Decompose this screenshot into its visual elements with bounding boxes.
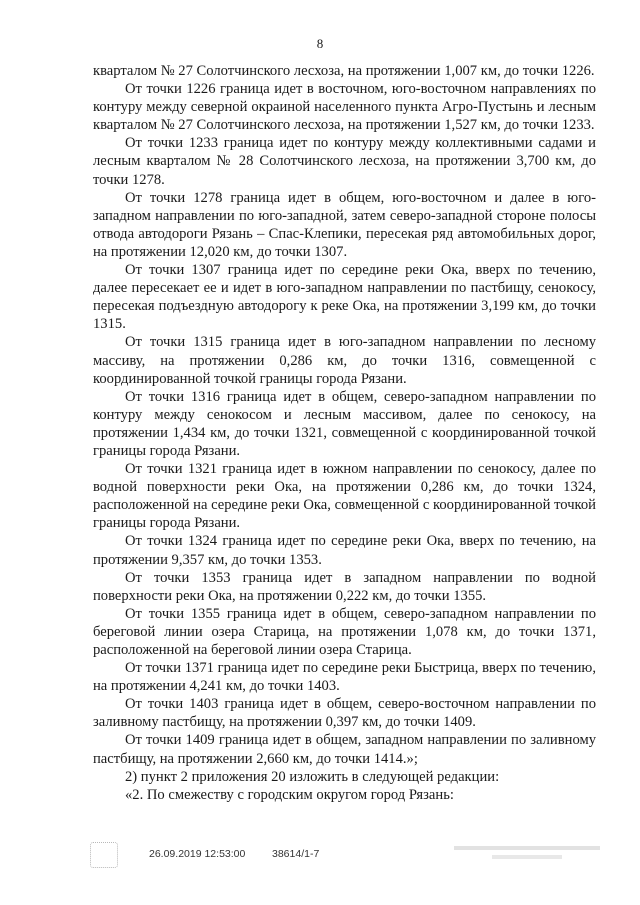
paragraph-4: От точки 1278 граница идет в общем, юго-восточном и далее в юго-западном направлении по юго-западной, затем северо-западной стороне полосы отвода автодороги Рязань – Спас-Клепики, пересекая ряд автомобильных дорог, на протяжении 12,020 км, до точки 1307. [93, 189, 596, 260]
paragraph-5: От точки 1307 граница идет по середине реки Ока, вверх по течению, далее пересекает ее и идет в юго-западном направлении по пастбищу, сенокосу, пересекая подъездную автодорогу к реке Ока, на протяжении 3,199 км, до точки 1315. [93, 262, 596, 333]
stamp-logo-icon [90, 842, 118, 868]
paragraph-1: кварталом № 27 Солотчинского лесхоза, на протяжении 1,007 км, до точки 1226. [93, 63, 595, 79]
paragraph-6: От точки 1315 граница идет в юго-западном направлении по лесному массиву, на протяжении 0,286 км, до точки 1316, совмещенной с координированной точкой границы города Рязани. [93, 334, 596, 387]
paragraph-14: От точки 1409 граница идет в общем, западном направлении по заливному пастбищу, на протяжении 2,660 км, до точки 1414.»; [93, 732, 596, 767]
footer-datetime: 26.09.2019 12:53:00 [149, 848, 246, 860]
watermark-stamp-icon [452, 843, 602, 865]
document-body [93, 62, 596, 804]
paragraph-2: От точки 1226 граница идет в восточном, юго-восточном направлениях по контуру между северной окраиной населенного пункта Агро-Пустынь и лесным кварталом № 27 Солотчинского лесхоза, на протяжении 1,527 км, до точки 1233. [93, 81, 596, 134]
paragraph-12: От точки 1371 граница идет по середине реки Быстрица, вверх по течению, на протяжении 4,241 км, до точки 1403. [93, 660, 596, 695]
footer-doc-id: 38614/1-7 [272, 848, 320, 860]
page-footer [0, 842, 640, 872]
paragraph-9: От точки 1324 граница идет по середине реки Ока, вверх по течению, на протяжении 9,357 км, до точки 1353. [93, 533, 596, 568]
paragraph-15: 2) пункт 2 приложения 20 изложить в следующей редакции: [125, 768, 500, 785]
paragraph-10: От точки 1353 граница идет в западном направлении по водной поверхности реки Ока, на протяжении 0,222 км, до точки 1355. [93, 569, 596, 604]
paragraph-11: От точки 1355 граница идет в общем, северо-западном направлении по береговой линии озера Старица, на протяжении 1,078 км, до точки 1371, расположенной на береговой линии озера Старица. [93, 605, 596, 658]
paragraph-8: От точки 1321 граница идет в южном направлении по сенокосу, далее по водной поверхности реки Ока, на протяжении 0,286 км, до точки 1324, расположенной на середине реки Ока, совмещенной с координированной точкой границы города Рязани. [93, 461, 596, 532]
paragraph-7: От точки 1316 граница идет в общем, северо-западном направлении по контуру между сенокосом и лесным массивом, далее по сенокосу, на протяжении 1,434 км, до точки 1321, совмещенной с координированной точкой границы города Рязани. [93, 388, 596, 459]
paragraph-13: От точки 1403 граница идет в общем, северо-восточном направлении по заливному пастбищу, на протяжении 0,397 км, до точки 1409. [93, 696, 596, 731]
page-number: 8 [316, 36, 324, 51]
paragraph-16: «2. По смежеству с городским округом город Рязань: [125, 786, 454, 803]
paragraph-3: От точки 1233 граница идет по контуру между коллективными садами и лесным кварталом № 28 Солотчинского лесхоза, на протяжении 3,700 км, до точки 1278. [93, 135, 596, 188]
